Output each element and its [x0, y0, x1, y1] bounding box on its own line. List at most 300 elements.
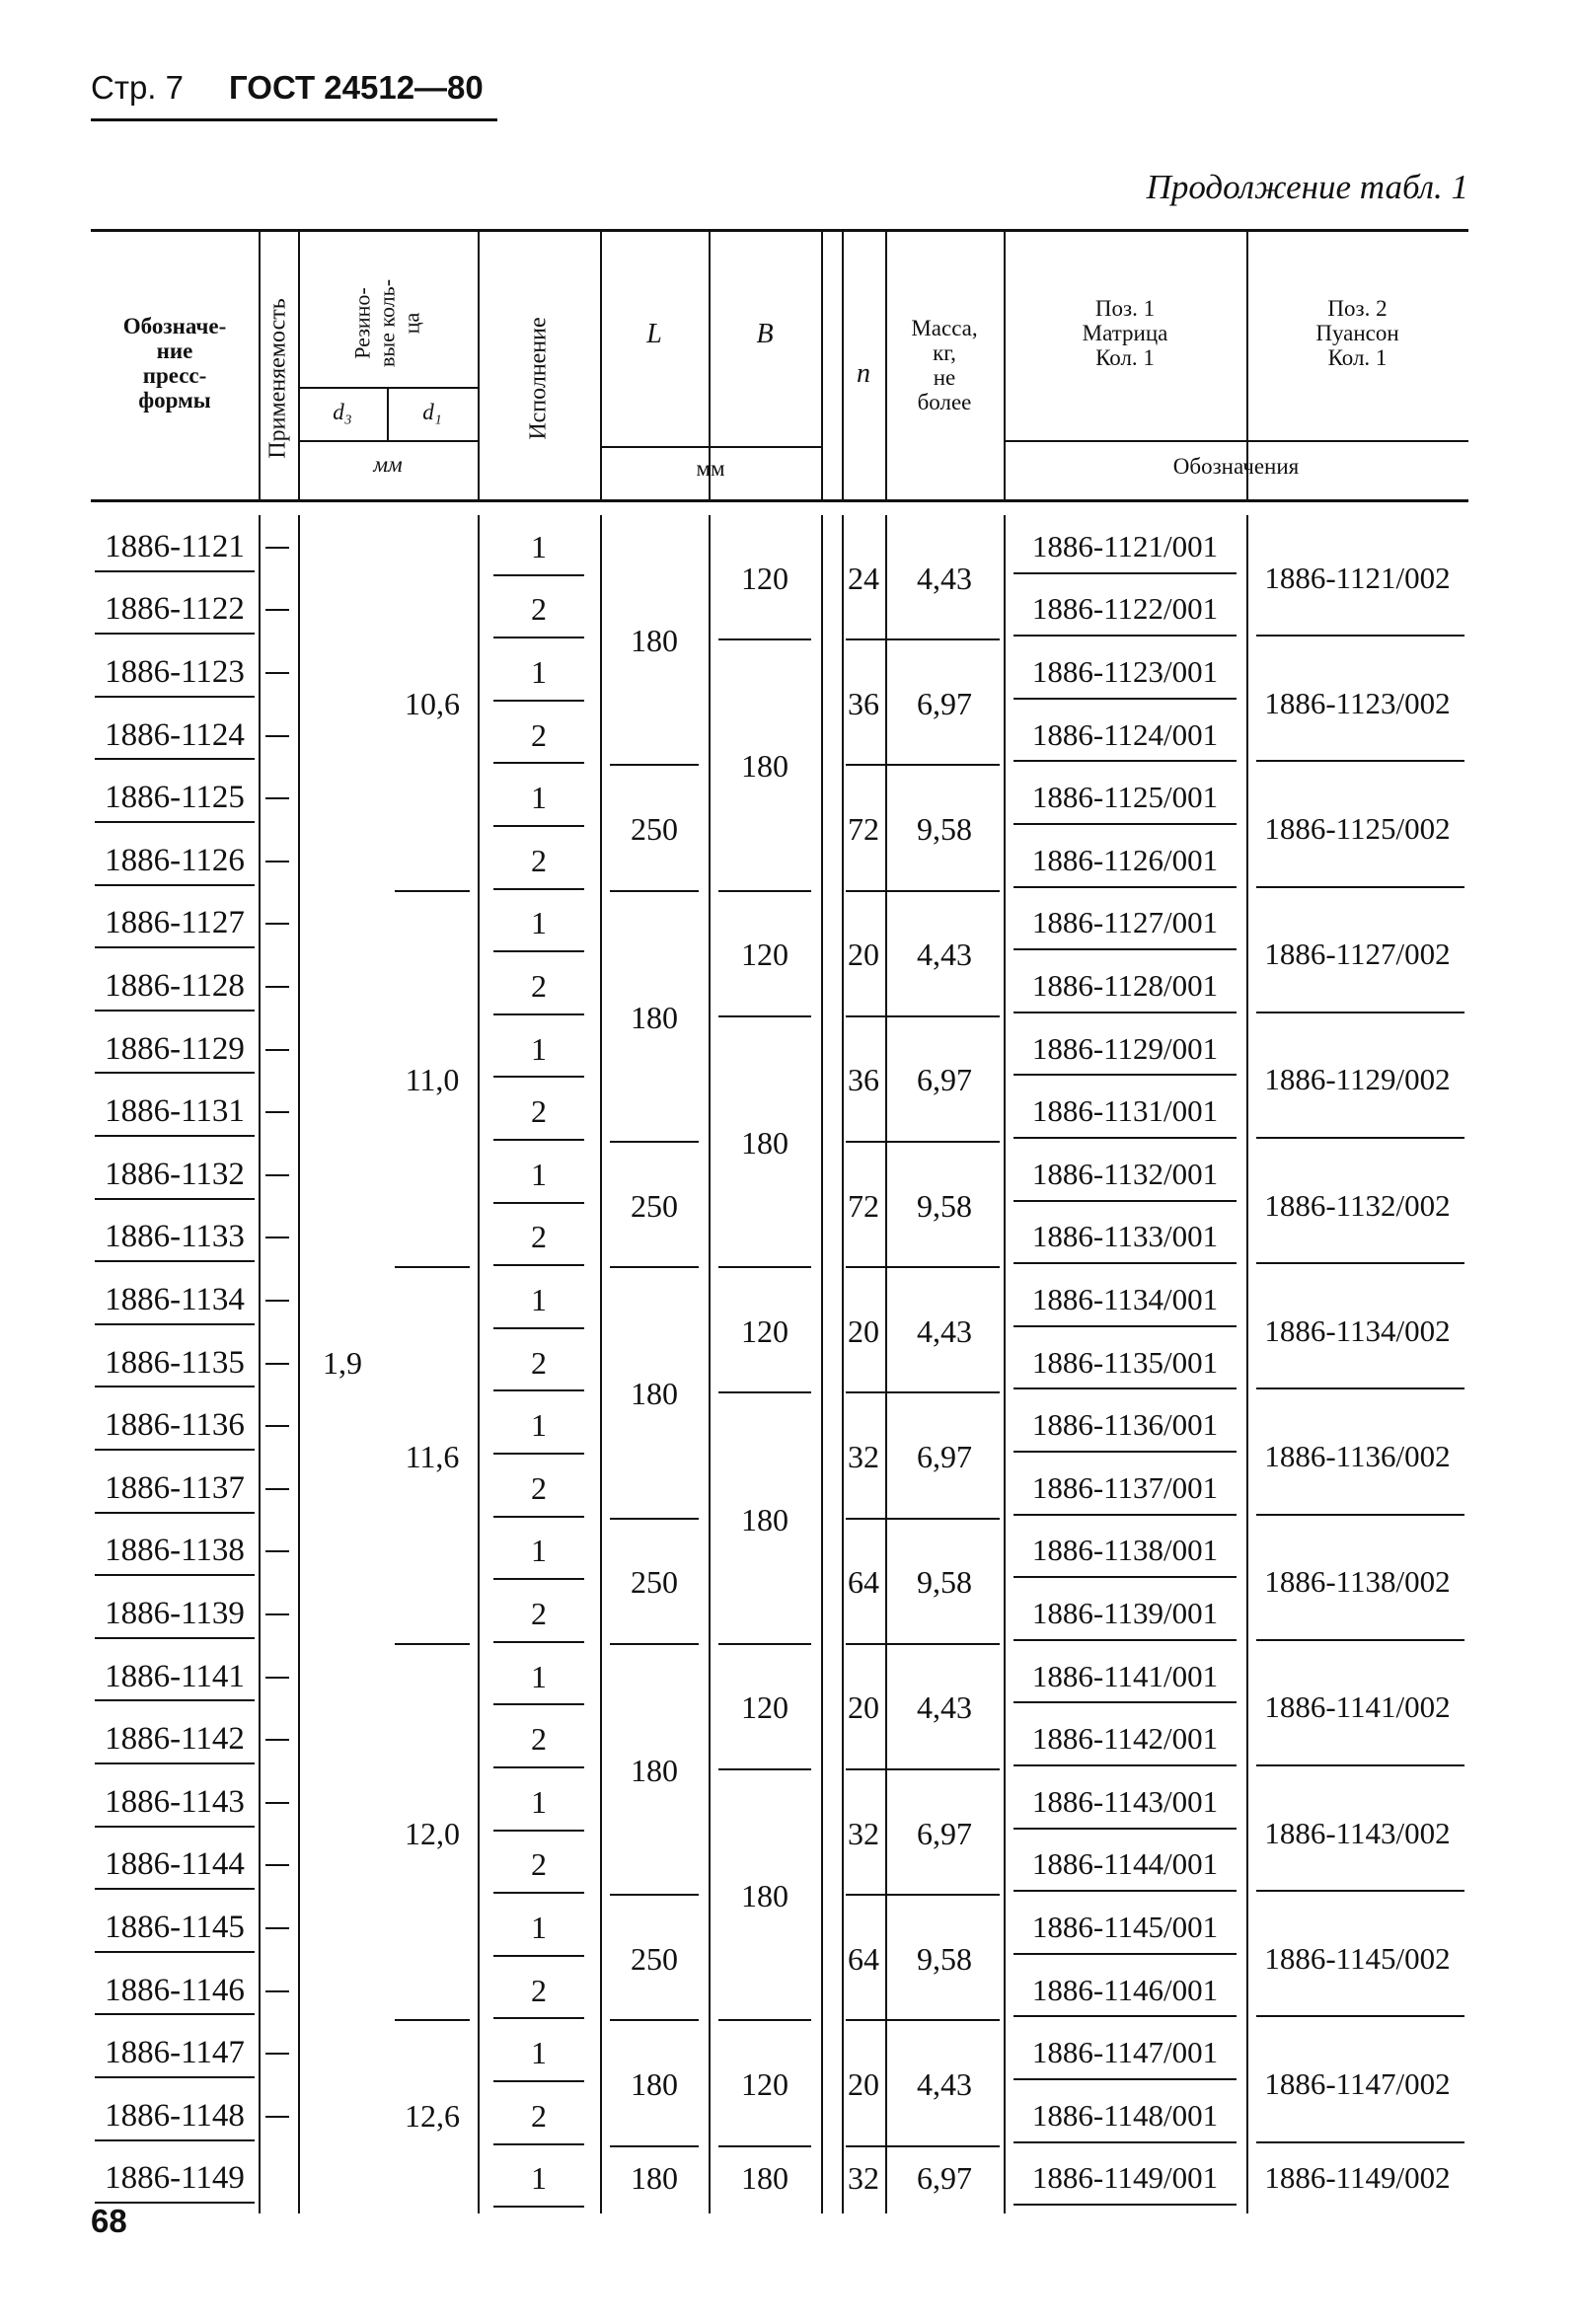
pos1-underline — [1013, 823, 1237, 825]
d1-group-rule — [395, 890, 470, 892]
execution-underline — [493, 700, 584, 702]
execution-cell: 2 — [531, 1093, 547, 1130]
L-cell: 180 — [631, 2160, 678, 2197]
pos1-underline — [1013, 1514, 1237, 1516]
designation-cell: 1886-1134 — [105, 1282, 245, 1317]
designation-underline — [95, 1323, 255, 1325]
pair-rule — [846, 638, 1000, 640]
applicability-dash — [265, 547, 289, 549]
d1-group-rule — [395, 1643, 470, 1645]
L-group-rule — [610, 2145, 699, 2147]
pos2-rule — [1256, 1262, 1464, 1264]
lb-mm-rule — [600, 446, 821, 448]
pair-rule — [846, 1643, 1000, 1645]
designation-cell: 1886-1145 — [105, 1910, 245, 1945]
applicability-dash — [265, 1488, 289, 1490]
pos2-cell: 1886-1127/002 — [1264, 937, 1451, 972]
mass-cell: 4,43 — [917, 560, 972, 596]
pos1-underline — [1013, 1200, 1237, 1202]
d1-cell: 11,6 — [405, 1439, 460, 1474]
applicability-dash — [265, 1049, 289, 1051]
pos1-cell: 1886-1122/001 — [1031, 591, 1219, 627]
pos1-underline — [1013, 1953, 1237, 1955]
execution-cell: 1 — [531, 1910, 547, 1945]
execution-underline — [493, 1578, 584, 1580]
pos2-cell: 1886-1147/002 — [1264, 2066, 1451, 2101]
pos1-underline — [1013, 1137, 1237, 1139]
B-group-rule — [718, 1643, 811, 1645]
execution-underline — [493, 1703, 584, 1705]
designation-cell: 1886-1147 — [105, 2035, 245, 2071]
pair-rule — [846, 1266, 1000, 1268]
applicability-dash — [265, 735, 289, 737]
L-group-rule — [610, 890, 699, 892]
pos2-rule — [1256, 2015, 1464, 2017]
execution-cell: 1 — [531, 780, 547, 816]
L-group-rule — [610, 2019, 699, 2021]
L-cell: 250 — [631, 1940, 678, 1977]
pos1-cell: 1886-1145/001 — [1031, 1910, 1219, 1944]
designation-underline — [95, 1135, 255, 1137]
designation-cell: 1886-1133 — [105, 1219, 245, 1255]
n-cell: 24 — [848, 560, 879, 596]
standard-number: ГОСТ 24512—80 — [229, 69, 484, 106]
L-group-rule — [610, 764, 699, 766]
B-cell: 180 — [741, 1878, 788, 1914]
L-group-rule — [610, 1518, 699, 1520]
designation-underline — [95, 633, 255, 635]
designation-underline — [95, 2139, 255, 2141]
pos2-rule — [1256, 760, 1464, 762]
mass-cell: 6,97 — [917, 1062, 972, 1098]
mass-header: Масса, кг, не более — [911, 316, 978, 414]
execution-underline — [493, 1453, 584, 1455]
n-cell: 20 — [848, 1312, 879, 1349]
execution-underline — [493, 2080, 584, 2082]
designation-cell: 1886-1135 — [105, 1344, 245, 1381]
pos1-cell: 1886-1131/001 — [1031, 1093, 1219, 1129]
pos1-cell: 1886-1135/001 — [1031, 1344, 1219, 1380]
mass-cell: 6,97 — [917, 2160, 972, 2197]
header-col-divider — [821, 229, 823, 499]
designation-underline — [95, 696, 255, 698]
pos1-cell: 1886-1133/001 — [1031, 1219, 1219, 1254]
execution-underline — [493, 1641, 584, 1643]
pos2-rule — [1256, 2141, 1464, 2143]
execution-underline — [493, 1327, 584, 1329]
B-header: B — [756, 319, 774, 349]
pos1-underline — [1013, 1262, 1237, 1264]
designation-cell: 1886-1146 — [105, 1972, 245, 2008]
header-underline — [91, 118, 497, 121]
pos1-underline — [1013, 948, 1237, 950]
pair-rule — [846, 1768, 1000, 1770]
mass-cell: 4,43 — [917, 1689, 972, 1726]
L-group-rule — [610, 1643, 699, 1645]
designation-underline — [95, 1072, 255, 1074]
body-col-divider — [259, 515, 261, 2213]
L-group-rule — [610, 1266, 699, 1268]
L-cell: 250 — [631, 1564, 678, 1601]
designation-underline — [95, 1574, 255, 1576]
designation-cell: 1886-1141 — [105, 1658, 245, 1694]
execution-cell: 1 — [531, 1533, 547, 1569]
pos1-cell: 1886-1136/001 — [1031, 1407, 1219, 1443]
pos1-underline — [1013, 635, 1237, 637]
designations-header: Обозначения — [1172, 454, 1300, 479]
designation-underline — [95, 1826, 255, 1828]
n-cell: 20 — [848, 1689, 879, 1726]
pos1-cell: 1886-1128/001 — [1031, 968, 1219, 1003]
pos1-underline — [1013, 1074, 1237, 1076]
B-group-rule — [718, 1015, 811, 1017]
execution-underline — [493, 637, 584, 638]
execution-header: Исполнение — [525, 317, 552, 440]
designation-cell: 1886-1148 — [105, 2097, 245, 2134]
execution-underline — [493, 1955, 584, 1957]
pos2-cell: 1886-1134/002 — [1264, 1312, 1451, 1348]
pos1-underline — [1013, 2015, 1237, 2017]
page-header — [91, 69, 484, 107]
pos2-cell: 1886-1123/002 — [1264, 685, 1451, 720]
pair-rule — [846, 2019, 1000, 2021]
pos2-rule — [1256, 1137, 1464, 1139]
B-cell: 120 — [741, 1689, 788, 1726]
pos1-cell: 1886-1141/001 — [1031, 1658, 1219, 1693]
designation-cell: 1886-1142 — [105, 1721, 245, 1758]
execution-underline — [493, 2206, 584, 2208]
d1-header: d₁ — [422, 400, 442, 424]
applicability-dash — [265, 1864, 289, 1866]
designation-underline — [95, 821, 255, 823]
pos1-cell: 1886-1148/001 — [1031, 2097, 1219, 2133]
execution-cell: 1 — [531, 2035, 547, 2071]
rubber-rings-header: Резино- вые коль- ца — [349, 278, 424, 368]
execution-cell: 1 — [531, 1658, 547, 1694]
mass-cell: 6,97 — [917, 1439, 972, 1474]
body-col-divider — [821, 515, 823, 2213]
designation-cell: 1886-1124 — [105, 716, 245, 753]
designation-cell: 1886-1138 — [105, 1533, 245, 1569]
pair-rule — [846, 764, 1000, 766]
designation-cell: 1886-1143 — [105, 1783, 245, 1820]
applicability-dash — [265, 986, 289, 988]
n-cell: 32 — [848, 2160, 879, 2197]
execution-underline — [493, 1139, 584, 1141]
pos1-cell: 1886-1125/001 — [1031, 780, 1219, 815]
execution-cell: 2 — [531, 1219, 547, 1255]
designation-underline — [95, 570, 255, 572]
B-group-rule — [718, 890, 811, 892]
d1-cell: 10,6 — [405, 685, 460, 721]
B-group-rule — [718, 2145, 811, 2147]
L-group-rule — [610, 1141, 699, 1143]
d1-cell: 11,0 — [405, 1062, 460, 1098]
designation-cell: 1886-1137 — [105, 1469, 245, 1506]
pair-rule — [846, 1015, 1000, 1017]
designation-cell: 1886-1136 — [105, 1407, 245, 1444]
pos1-underline — [1013, 760, 1237, 762]
L-cell: 180 — [631, 999, 678, 1035]
pos2-cell: 1886-1129/002 — [1264, 1062, 1451, 1097]
d1-group-rule — [395, 1266, 470, 1268]
designation-cell: 1886-1144 — [105, 1846, 245, 1883]
designation-cell: 1886-1132 — [105, 1156, 245, 1192]
designation-cell: 1886-1128 — [105, 968, 245, 1004]
applicability-dash — [265, 1802, 289, 1804]
n-cell: 64 — [848, 1564, 879, 1601]
execution-cell: 2 — [531, 2097, 547, 2134]
execution-cell: 1 — [531, 1783, 547, 1820]
pos1-cell: 1886-1146/001 — [1031, 1972, 1219, 2007]
B-group-rule — [718, 1768, 811, 1770]
d1-cell: 12,0 — [405, 1815, 460, 1851]
pos1-cell: 1886-1121/001 — [1031, 528, 1219, 563]
mass-cell: 9,58 — [917, 1940, 972, 1977]
applicability-dash — [265, 1425, 289, 1427]
pos2-cell: 1886-1132/002 — [1264, 1187, 1451, 1223]
designation-cell: 1886-1121 — [105, 528, 245, 564]
applicability-header: Применяемость — [264, 298, 291, 459]
execution-underline — [493, 1264, 584, 1266]
designation-underline — [95, 946, 255, 948]
execution-cell: 2 — [531, 968, 547, 1004]
applicability-dash — [265, 609, 289, 611]
B-cell: 180 — [741, 1501, 788, 1537]
execution-underline — [493, 1766, 584, 1768]
applicability-dash — [265, 923, 289, 925]
pos1-underline — [1013, 2078, 1237, 2080]
pos1-underline — [1013, 1387, 1237, 1389]
pos2-cell: 1886-1143/002 — [1264, 1815, 1451, 1850]
pos1-underline — [1013, 1451, 1237, 1453]
execution-underline — [493, 574, 584, 576]
pos1-cell: 1886-1129/001 — [1031, 1030, 1219, 1066]
designations-rule — [1004, 440, 1468, 442]
pos1-cell: 1886-1149/001 — [1031, 2160, 1219, 2196]
pos1-underline — [1013, 2141, 1237, 2143]
pos1-underline — [1013, 2204, 1237, 2206]
n-cell: 20 — [848, 2066, 879, 2102]
execution-cell: 2 — [531, 1344, 547, 1381]
execution-cell: 1 — [531, 1407, 547, 1444]
header-bottom-rule — [91, 499, 1468, 502]
pos1-underline — [1013, 698, 1237, 700]
execution-cell: 2 — [531, 716, 547, 753]
applicability-dash — [265, 1677, 289, 1679]
pair-rule — [846, 1894, 1000, 1896]
applicability-dash — [265, 1990, 289, 1992]
execution-underline — [493, 1202, 584, 1204]
d3-header: d₃ — [333, 400, 352, 424]
pos1-header: Поз. 1 Матрица Кол. 1 — [1082, 296, 1168, 370]
pos2-rule — [1256, 1514, 1464, 1516]
B-cell: 120 — [741, 937, 788, 973]
pair-rule — [846, 1518, 1000, 1520]
designation-cell: 1886-1125 — [105, 780, 245, 816]
execution-underline — [493, 1013, 584, 1015]
designation-underline — [95, 884, 255, 886]
execution-cell: 1 — [531, 1030, 547, 1067]
B-group-rule — [718, 1391, 811, 1393]
execution-cell: 1 — [531, 905, 547, 941]
pos2-header: Поз. 2 Пуансон Кол. 1 — [1315, 296, 1399, 370]
pos2-cell: 1886-1121/002 — [1264, 560, 1451, 595]
designation-underline — [95, 1512, 255, 1514]
designation-underline — [95, 1637, 255, 1639]
designation-underline — [95, 1260, 255, 1262]
pair-rule — [846, 890, 1000, 892]
L-header: L — [646, 319, 662, 349]
designation-underline — [95, 1699, 255, 1701]
mass-cell: 4,43 — [917, 937, 972, 973]
applicability-dash — [265, 1739, 289, 1741]
pos2-rule — [1256, 1639, 1464, 1641]
pos1-cell: 1886-1143/001 — [1031, 1783, 1219, 1819]
pair-rule — [846, 2145, 1000, 2147]
L-cell: 180 — [631, 623, 678, 659]
designation-underline — [95, 2013, 255, 2015]
designation-cell: 1886-1127 — [105, 905, 245, 941]
execution-underline — [493, 1892, 584, 1894]
pos1-underline — [1013, 572, 1237, 574]
L-cell: 180 — [631, 1376, 678, 1412]
applicability-dash — [265, 1927, 289, 1929]
designation-cell: 1886-1122 — [105, 591, 245, 628]
designation-underline — [95, 1762, 255, 1764]
designation-cell: 1886-1129 — [105, 1030, 245, 1067]
execution-underline — [493, 762, 584, 764]
execution-cell: 2 — [531, 842, 547, 878]
rings-mm-header: мм — [373, 452, 403, 477]
mass-cell: 4,43 — [917, 1312, 972, 1349]
applicability-dash — [265, 1363, 289, 1365]
L-cell: 180 — [631, 2066, 678, 2102]
execution-underline — [493, 1830, 584, 1832]
execution-cell: 2 — [531, 1846, 547, 1883]
mass-cell: 9,58 — [917, 1564, 972, 1601]
applicability-dash — [265, 861, 289, 862]
designation-underline — [95, 1888, 255, 1890]
designation-cell: 1886-1131 — [105, 1093, 245, 1130]
applicability-dash — [265, 1111, 289, 1113]
applicability-dash — [265, 1174, 289, 1176]
L-group-rule — [610, 1894, 699, 1896]
execution-cell: 1 — [531, 1156, 547, 1192]
execution-underline — [493, 2017, 584, 2019]
designation-underline — [95, 758, 255, 760]
pos1-underline — [1013, 1325, 1237, 1327]
pos1-cell: 1886-1142/001 — [1031, 1721, 1219, 1757]
mass-cell: 9,58 — [917, 811, 972, 847]
n-cell: 32 — [848, 1815, 879, 1851]
pos1-underline — [1013, 1012, 1237, 1013]
pos1-underline — [1013, 1890, 1237, 1892]
designation-underline — [95, 1198, 255, 1200]
pos1-cell: 1886-1137/001 — [1031, 1469, 1219, 1505]
n-cell: 32 — [848, 1439, 879, 1474]
pos1-cell: 1886-1144/001 — [1031, 1846, 1219, 1882]
execution-cell: 2 — [531, 1596, 547, 1631]
L-cell: 250 — [631, 811, 678, 847]
pos1-cell: 1886-1139/001 — [1031, 1596, 1219, 1630]
pos1-cell: 1886-1126/001 — [1031, 842, 1219, 877]
pos2-rule — [1256, 1764, 1464, 1766]
execution-underline — [493, 1516, 584, 1518]
execution-cell: 1 — [531, 528, 547, 564]
page-number: 68 — [91, 2203, 127, 2239]
pos2-cell: 1886-1141/002 — [1264, 1689, 1451, 1725]
mass-cell: 4,43 — [917, 2066, 972, 2102]
header-col-divider — [259, 229, 261, 499]
mass-cell: 9,58 — [917, 1187, 972, 1224]
pos1-underline — [1013, 1764, 1237, 1766]
n-header: n — [857, 358, 870, 389]
pos1-cell: 1886-1127/001 — [1031, 905, 1219, 940]
designation-underline — [95, 1449, 255, 1451]
B-cell: 120 — [741, 2066, 788, 2102]
pos2-rule — [1256, 635, 1464, 637]
d1-cell: 12,6 — [405, 2097, 460, 2134]
designation-cell: 1886-1123 — [105, 654, 245, 690]
n-cell: 36 — [848, 1062, 879, 1098]
B-cell: 120 — [741, 560, 788, 596]
pos2-rule — [1256, 1890, 1464, 1892]
execution-underline — [493, 1076, 584, 1078]
applicability-dash — [265, 1300, 289, 1302]
execution-underline — [493, 825, 584, 827]
execution-underline — [493, 950, 584, 952]
B-cell: 180 — [741, 748, 788, 785]
continuation-label: Продолжение табл. 1 — [1146, 168, 1468, 206]
pos1-cell: 1886-1147/001 — [1031, 2035, 1219, 2070]
applicability-dash — [265, 797, 289, 799]
pos2-cell: 1886-1149/002 — [1264, 2160, 1451, 2196]
designation-cell: 1886-1126 — [105, 842, 245, 878]
pos1-underline — [1013, 1828, 1237, 1830]
n-cell: 20 — [848, 937, 879, 973]
execution-cell: 1 — [531, 2160, 547, 2197]
lb-mm-header: мм — [696, 456, 725, 481]
execution-underline — [493, 1389, 584, 1391]
B-cell: 120 — [741, 1312, 788, 1349]
applicability-dash — [265, 2116, 289, 2118]
applicability-dash — [265, 1550, 289, 1552]
designation-header: Обозначе- ние пресс- формы — [122, 314, 227, 412]
B-cell: 180 — [741, 2160, 788, 2197]
designation-cell: 1886-1139 — [105, 1596, 245, 1631]
pos1-underline — [1013, 1639, 1237, 1641]
execution-cell: 1 — [531, 654, 547, 690]
rings-mm-rule — [298, 440, 478, 442]
designation-underline — [95, 1010, 255, 1012]
pos1-cell: 1886-1134/001 — [1031, 1282, 1219, 1316]
execution-cell: 2 — [531, 1721, 547, 1758]
n-cell: 72 — [848, 1187, 879, 1224]
execution-cell: 2 — [531, 591, 547, 628]
d1-group-rule — [395, 2019, 470, 2021]
mass-cell: 6,97 — [917, 1815, 972, 1851]
pair-rule — [846, 1141, 1000, 1143]
designation-underline — [95, 1951, 255, 1953]
B-group-rule — [718, 1266, 811, 1268]
applicability-dash — [265, 1237, 289, 1238]
pos1-cell: 1886-1123/001 — [1031, 654, 1219, 689]
designation-cell: 1886-1149 — [105, 2160, 245, 2197]
applicability-dash — [265, 2053, 289, 2055]
mass-cell: 6,97 — [917, 685, 972, 721]
L-cell: 250 — [631, 1187, 678, 1224]
